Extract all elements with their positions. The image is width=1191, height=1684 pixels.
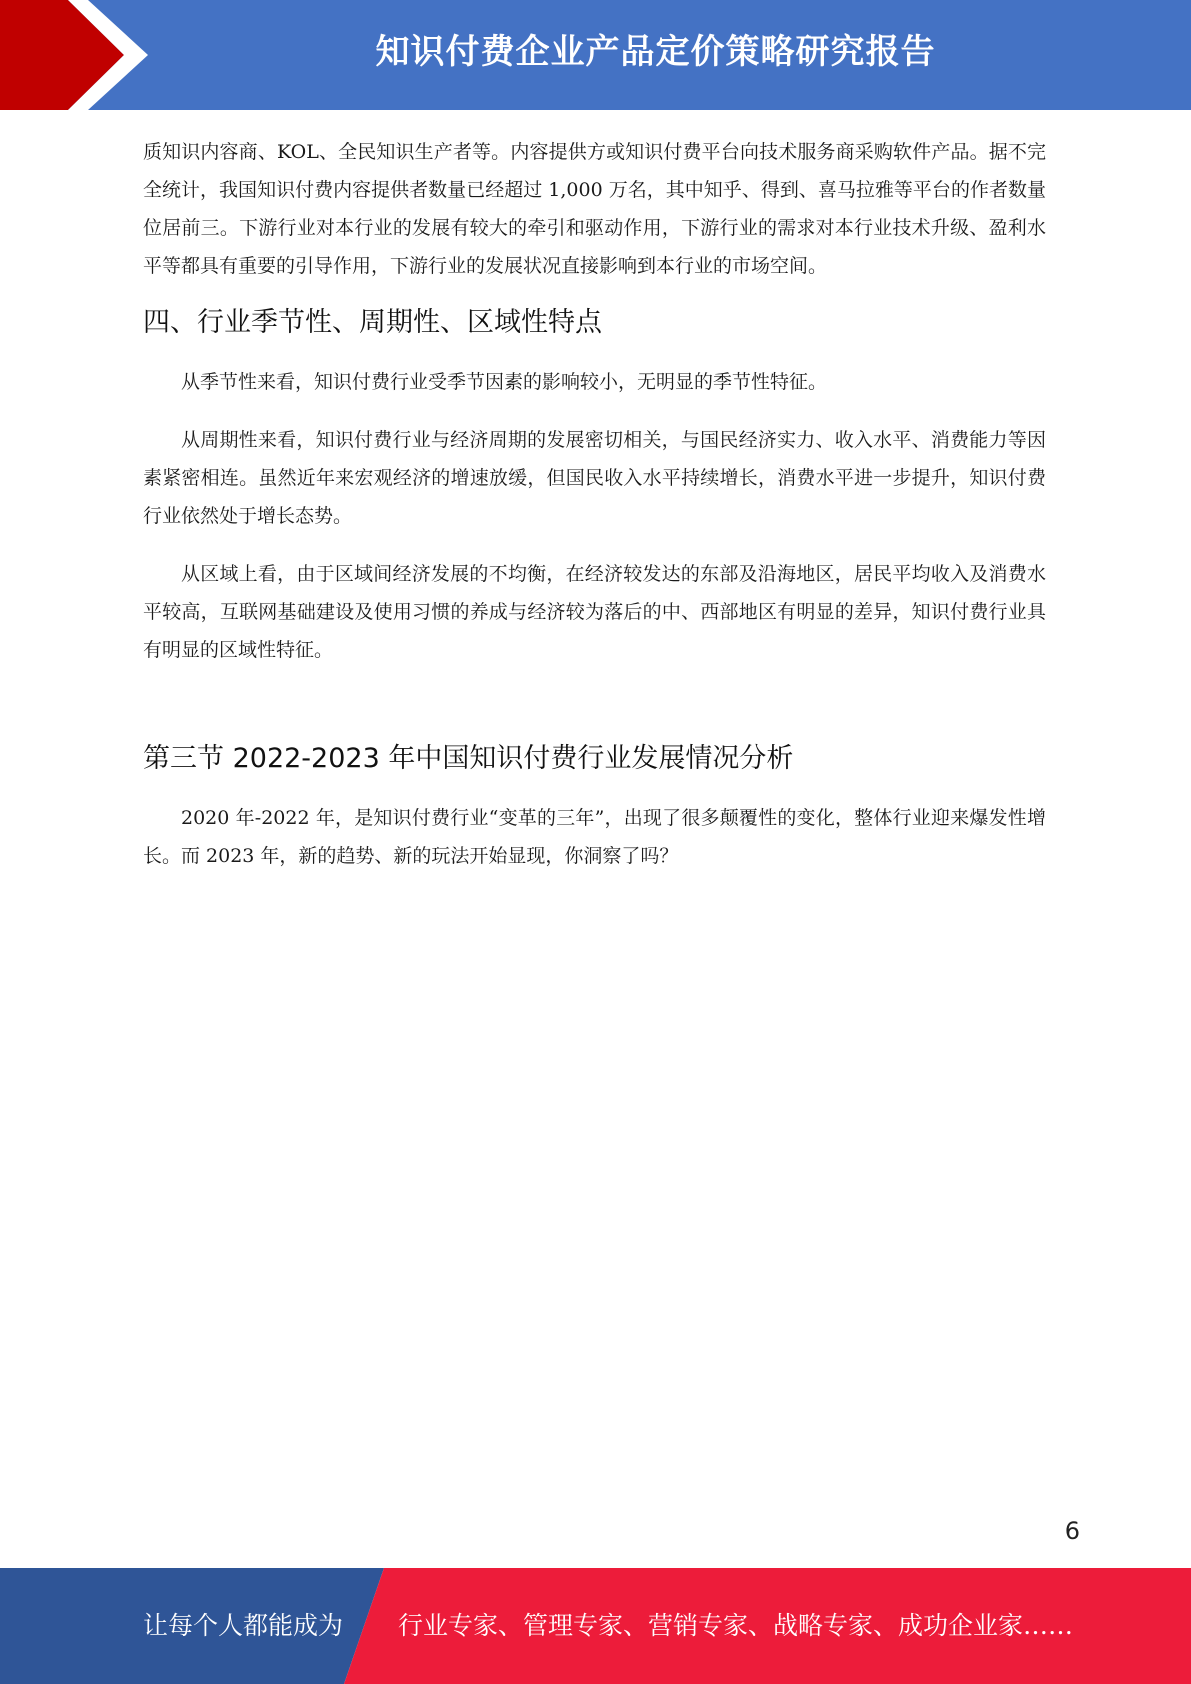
report-title: 知识付费企业产品定价策略研究报告: [375, 32, 936, 72]
page-footer: [0, 1568, 1191, 1684]
paragraph-regionality: 从区域上看，由于区域间经济发展的不均衡，在经济较发达的东部及沿海地区，居民平均收入及消费水平较高，互联网基础建设及使用习惯的养成与经济较为落后的中、西部地区有明显的差异，知识付费行业具有明显的区域性特征。: [143, 563, 1046, 661]
paragraph-development-overview: 2020 年-2022 年，是知识付费行业“变革的三年”，出现了很多颠覆性的变化，整体行业迎来爆发性增长。而 2023 年，新的趋势、新的玩法开始显现，你洞察了吗？: [143, 807, 1046, 867]
section-heading-industry-characteristics: 四、行业季节性、周期性、区域性特点: [143, 307, 602, 338]
page-header: [0, 0, 1191, 110]
paragraph-seasonality: 从季节性来看，知识付费行业受季节因素的影响较小，无明显的季节性特征。: [181, 371, 828, 393]
footer-slogan-right: 行业专家、管理专家、营销专家、战略专家、成功企业家……: [398, 1611, 1074, 1640]
footer-slogan-left: 让每个人都能成为: [143, 1611, 344, 1640]
document-body: [143, 133, 1046, 875]
page-number: 6: [1064, 1517, 1080, 1545]
intro-paragraph: 质知识内容商、KOL、全民知识生产者等。内容提供方或知识付费平台向技术服务商采购软件产品。据不完全统计，我国知识付费内容提供者数量已经超过 1,000 万名，其中知乎、得到、喜马拉雅等平台的作者数量位居前三。下游行业对本行业的发展有较大的牵引和驱动作用，下游行业的需求对本行业技术升级、盈利水平等都具有重要的引导作用，下游行业的发展状况直接影响到本行业的市场空间。: [143, 141, 1046, 277]
header-arrow-decoration: [0, 0, 160, 110]
paragraph-cyclicality: 从周期性来看，知识付费行业与经济周期的发展密切相关，与国民经济实力、收入水平、消费能力等因素紧密相连。虽然近年来宏观经济的增速放缓，但国民收入水平持续增长，消费水平进一步提升，知识付费行业依然处于增长态势。: [143, 429, 1046, 527]
section-heading-development-analysis: 第三节 2022-2023 年中国知识付费行业发展情况分析: [143, 743, 794, 774]
